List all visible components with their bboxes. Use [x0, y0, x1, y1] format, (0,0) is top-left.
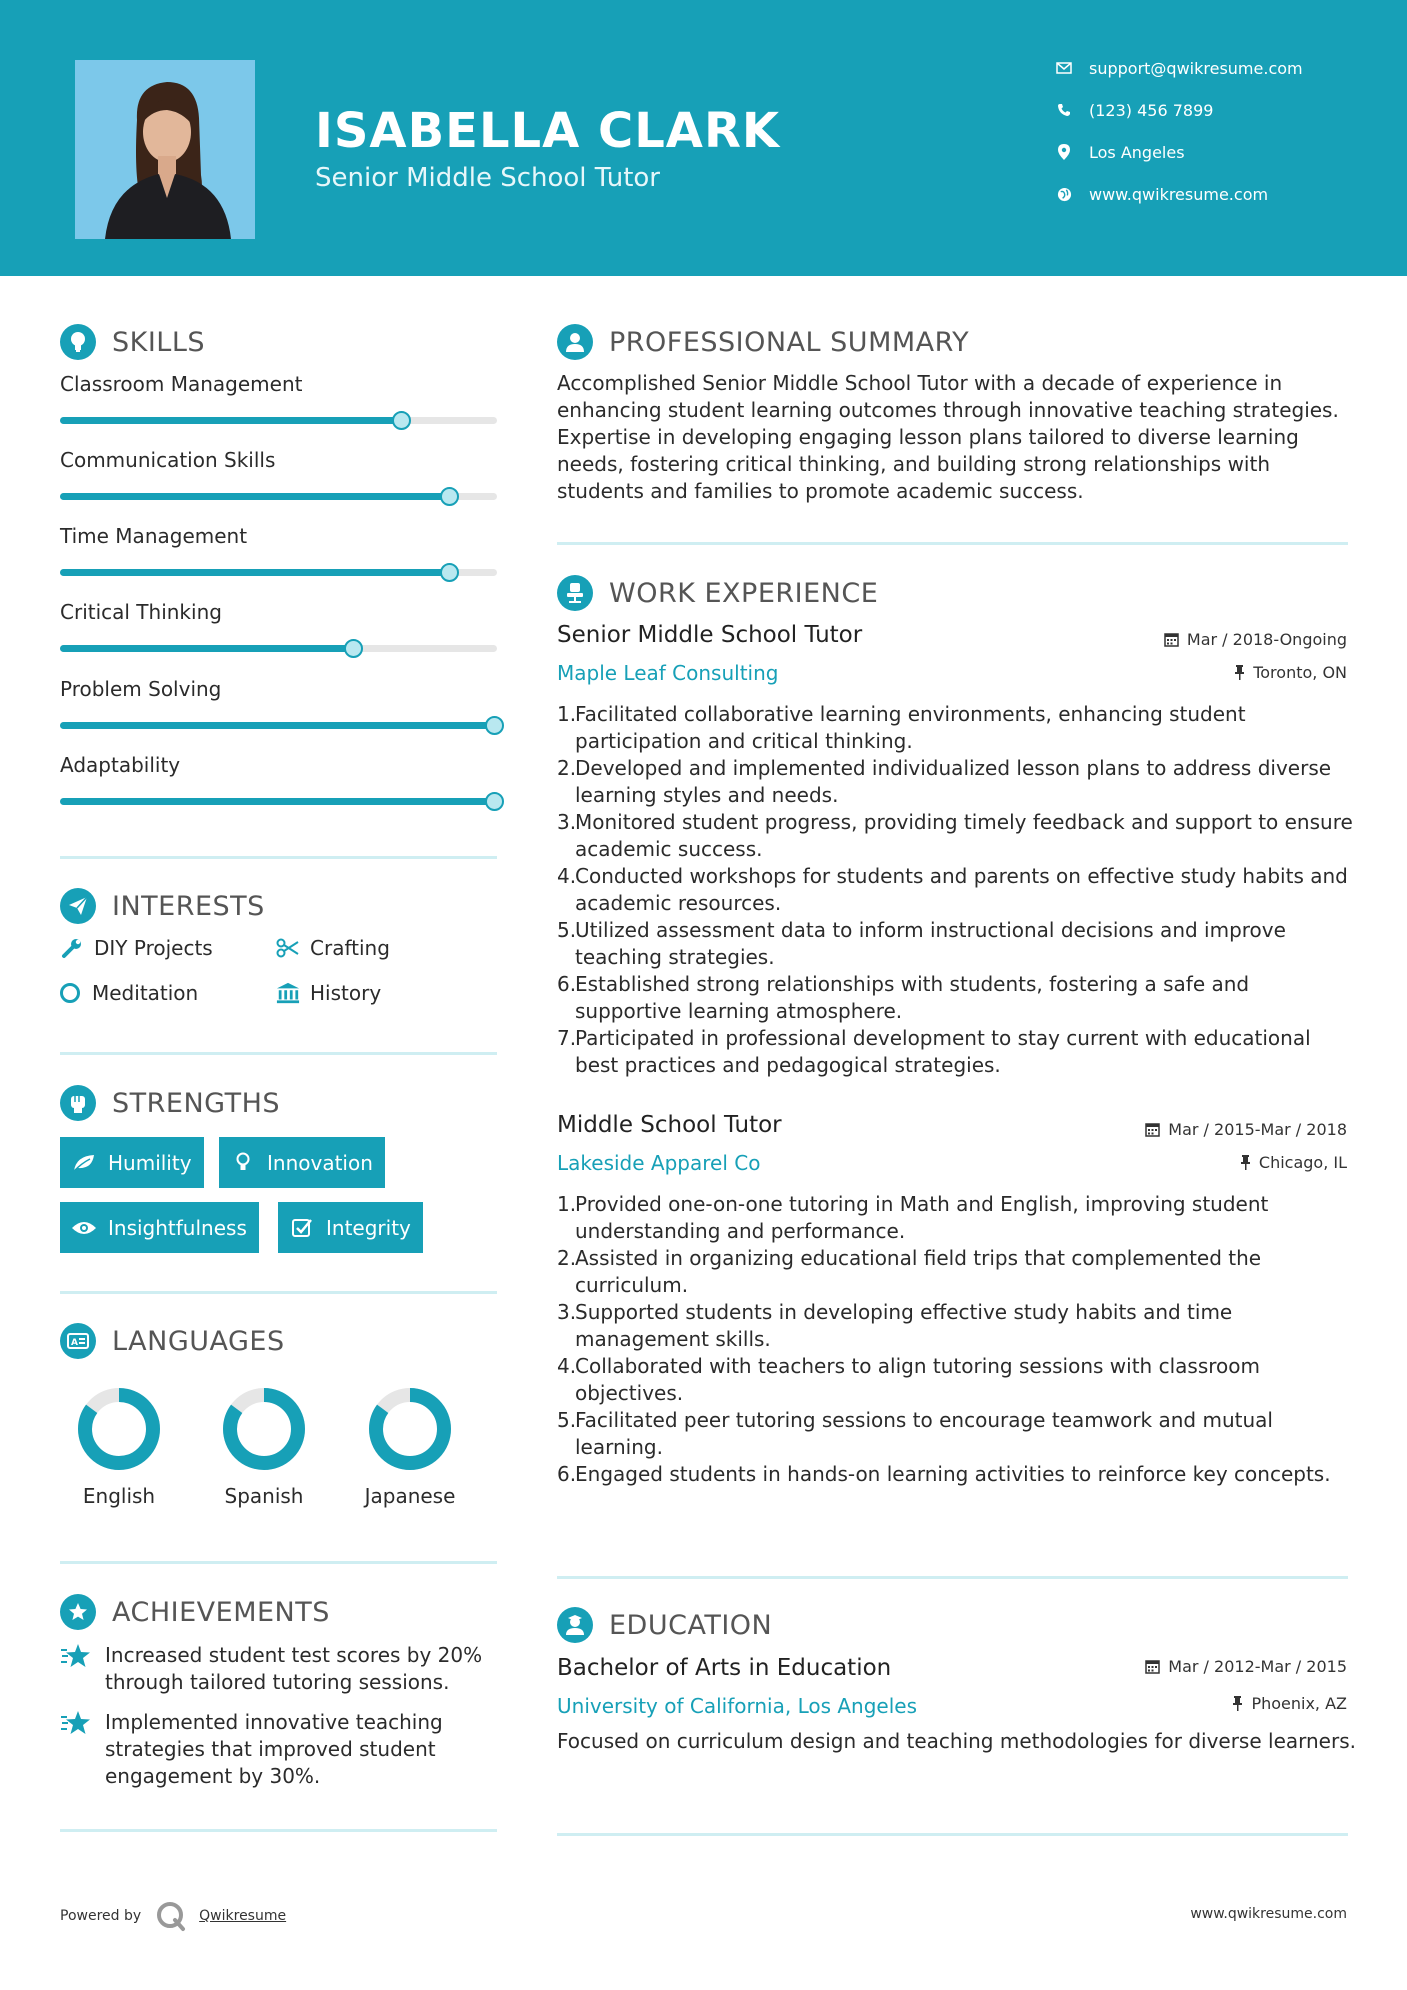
resume-header: [0, 0, 1407, 276]
language-ring: [219, 1384, 309, 1474]
skill-bar: [60, 722, 497, 729]
candidate-name: ISABELLA CLARK: [315, 103, 781, 159]
school-name: University of California, Los Angeles: [557, 1694, 918, 1718]
skill-bar: [60, 493, 497, 500]
star-icon: [60, 1642, 94, 1672]
interest-item: Meditation: [58, 981, 198, 1005]
list-item: 1. Facilitated collaborative learning environments, enhancing student participation and critical thinking.: [557, 702, 1246, 753]
section-divider: [60, 1052, 497, 1055]
education-description: Focused on curriculum design and teaching methodologies for diverse learners.: [557, 1729, 1356, 1753]
skill-label: Communication Skills: [60, 448, 276, 472]
fist-icon: [60, 1085, 96, 1121]
achievements-heading: ACHIEVEMENTS: [60, 1594, 330, 1630]
translate-icon: [60, 1323, 96, 1359]
candidate-title: Senior Middle School Tutor: [315, 163, 660, 193]
language-item: Spanish: [209, 1384, 319, 1508]
lightbulb-icon: [60, 324, 96, 360]
contact-location: Los Angeles: [1055, 140, 1185, 164]
strength-badge: Humility: [60, 1137, 204, 1188]
list-item: 6. Engaged students in hands-on learning activities to reinforce key concepts.: [557, 1462, 1331, 1486]
paper-plane-icon: [60, 888, 96, 924]
wrench-icon: [60, 936, 84, 960]
calendar-icon: [1145, 1122, 1160, 1137]
job-title: Senior Middle School Tutor: [557, 622, 863, 648]
language-item: Japanese: [355, 1384, 465, 1508]
job-dates: Mar / 2018-Ongoing: [1164, 630, 1347, 649]
job-bullets: [557, 1191, 1357, 1488]
section-divider: [557, 542, 1348, 545]
education-dates: Mar / 2012-Mar / 2015: [1145, 1657, 1347, 1676]
job-title: Middle School Tutor: [557, 1112, 782, 1138]
list-item: 4. Collaborated with teachers to align tutoring sessions with classroom objectives.: [557, 1354, 1260, 1405]
interest-item: History: [276, 981, 381, 1005]
powered-by-label: Powered by: [60, 1908, 142, 1924]
footer-website[interactable]: www.qwikresume.com: [1190, 1906, 1347, 1922]
experience-heading: WORK EXPERIENCE: [557, 575, 878, 611]
qwikresume-link[interactable]: Qwikresume: [199, 1908, 287, 1924]
pin-icon: [1232, 1696, 1243, 1711]
strength-badge: Innovation: [219, 1137, 385, 1188]
footer-branding: [60, 1900, 286, 1932]
star-icon: [60, 1709, 94, 1739]
summary-text: Accomplished Senior Middle School Tutor with a decade of experience in enhancing student learning outcomes through innovative teaching strategies. Expertise in developing engaging lesson plans tailored to diverse learning needs, fostering critical thinking, and building strong relationships with students and families to promote academic success.: [557, 371, 1339, 503]
education-heading: EDUCATION: [557, 1607, 772, 1643]
list-item: 2. Developed and implemented individualized lesson plans to address diverse learning styles and needs.: [557, 756, 1332, 807]
list-item: 7. Participated in professional development to stay current with educational best practices and pedagogical strategies.: [557, 1026, 1311, 1077]
achievement-item: Implemented innovative teaching strategies that improved student engagement by 30%.: [60, 1709, 500, 1790]
job-location: Toronto, ON: [1234, 663, 1347, 682]
achievement-item: Increased student test scores by 20% through tailored tutoring sessions.: [60, 1642, 500, 1696]
language-ring: [365, 1384, 455, 1474]
office-chair-icon: [557, 575, 593, 611]
section-divider: [557, 1833, 1348, 1836]
list-item: 2. Assisted in organizing educational field trips that complemented the curriculum.: [557, 1246, 1262, 1297]
globe-icon: [1055, 185, 1073, 203]
graduate-icon: [557, 1607, 593, 1643]
interest-item: DIY Projects: [60, 936, 213, 960]
skill-bar: [60, 645, 497, 652]
pin-icon: [1234, 665, 1245, 680]
section-divider: [60, 1829, 497, 1832]
profile-photo: [75, 60, 255, 239]
lightbulb-icon: [229, 1149, 257, 1177]
circle-icon: [58, 981, 82, 1005]
strength-badge: Integrity: [278, 1202, 423, 1253]
skill-label: Classroom Management: [60, 372, 303, 396]
section-divider: [60, 856, 497, 859]
strengths-heading: STRENGTHS: [60, 1085, 280, 1121]
job-location: Chicago, IL: [1240, 1153, 1347, 1172]
languages-heading: A LANGUAGES: [60, 1323, 285, 1359]
location-icon: [1055, 143, 1073, 161]
list-item: 4. Conducted workshops for students and parents on effective study habits and academic resources.: [557, 864, 1348, 915]
skill-label: Adaptability: [60, 753, 181, 777]
summary-heading: PROFESSIONAL SUMMARY: [557, 324, 969, 360]
degree-title: Bachelor of Arts in Education: [557, 1655, 892, 1681]
skills-heading: SKILLS: [60, 324, 205, 360]
contact-website[interactable]: www.qwikresume.com: [1055, 182, 1268, 206]
skill-bar: [60, 798, 497, 805]
skill-label: Problem Solving: [60, 677, 222, 701]
section-divider: [60, 1291, 497, 1294]
contact-phone[interactable]: (123) 456 7899: [1055, 98, 1213, 122]
job-dates: Mar / 2015-Mar / 2018: [1145, 1120, 1347, 1139]
scissors-icon: [276, 936, 300, 960]
skill-bar: [60, 569, 497, 576]
skill-label: Time Management: [60, 524, 248, 548]
list-item: 5. Utilized assessment data to inform instructional decisions and improve teaching strategies.: [557, 918, 1286, 969]
section-divider: [60, 1561, 497, 1564]
list-item: 5. Facilitated peer tutoring sessions to encourage teamwork and mutual learning.: [557, 1408, 1273, 1459]
section-divider: [557, 1576, 1348, 1579]
skill-bar: [60, 417, 497, 424]
language-item: English: [64, 1384, 174, 1508]
calendar-icon: [1164, 632, 1179, 647]
email-icon: [1055, 59, 1073, 77]
calendar-icon: [1145, 1659, 1160, 1674]
company-name: Lakeside Apparel Co: [557, 1151, 761, 1175]
qwikresume-logo-icon: [155, 1900, 187, 1932]
skill-label: Critical Thinking: [60, 600, 222, 624]
eye-icon: [70, 1214, 98, 1242]
contact-email[interactable]: support@qwikresume.com: [1055, 56, 1303, 80]
star-badge-icon: [60, 1594, 96, 1630]
museum-icon: [276, 981, 300, 1005]
education-location: Phoenix, AZ: [1232, 1694, 1347, 1713]
interest-item: Crafting: [276, 936, 390, 960]
phone-icon: [1055, 101, 1073, 119]
pin-icon: [1240, 1155, 1251, 1170]
list-item: 3. Supported students in developing effective study habits and time management skills.: [557, 1300, 1233, 1351]
language-ring: [74, 1384, 164, 1474]
list-item: 3. Monitored student progress, providing timely feedback and support to ensure academic success.: [557, 810, 1353, 861]
leaf-icon: [70, 1149, 98, 1177]
company-name: Maple Leaf Consulting: [557, 661, 779, 685]
job-bullets: [557, 701, 1357, 1079]
list-item: 6. Established strong relationships with students, fostering a safe and supportive learning atmosphere.: [557, 972, 1250, 1023]
checkbox-icon: [288, 1214, 316, 1242]
strength-badge: Insightfulness: [60, 1202, 259, 1253]
svg-text:A: A: [71, 1338, 78, 1348]
user-icon: [557, 324, 593, 360]
interests-heading: INTERESTS: [60, 888, 265, 924]
list-item: 1. Provided one-on-one tutoring in Math and English, improving student understanding and performance.: [557, 1192, 1269, 1243]
